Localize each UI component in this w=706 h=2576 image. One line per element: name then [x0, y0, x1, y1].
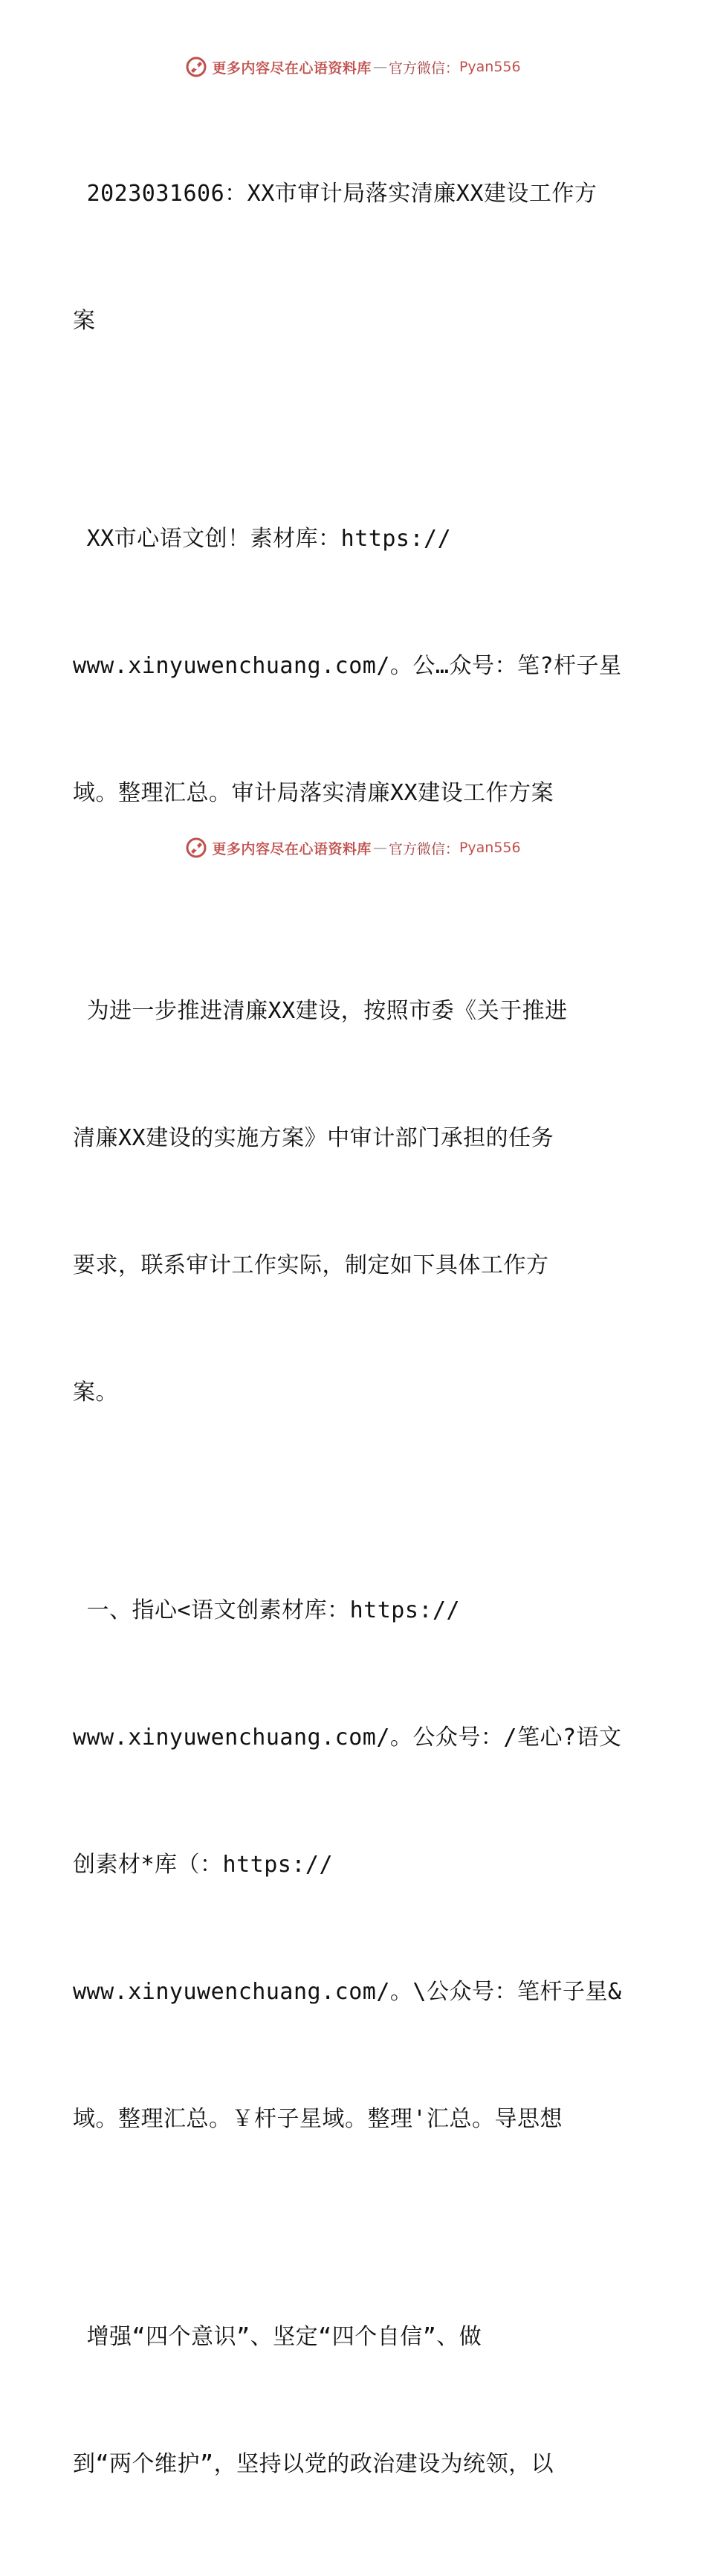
text-line: 域。整理汇总。审计局落实清廉XX建设工作方案 — [73, 780, 554, 806]
watermark-separator: — — [372, 840, 387, 856]
text-line: 案 — [73, 308, 96, 334]
text-line: XX市心语文创！素材库：https:// — [73, 526, 452, 552]
text-line: 域。整理汇总。￥杆子星域。整理'汇总。导思想 — [73, 2106, 563, 2132]
watermark-separator: — — [372, 59, 387, 75]
body-paragraph — [73, 433, 638, 899]
text-line: 到“两个维护”，坚持以党的政治建设为统领，以 — [73, 2451, 554, 2477]
watermark-id: Pyan556 — [459, 840, 521, 856]
text-line: 案。 — [73, 1379, 118, 1405]
text-line: 一、指心<语文创素材库：https:// — [73, 1597, 461, 1623]
text-line: 创素材*库（：https:// — [73, 1852, 334, 1878]
text-line: www.xinyuwenchuang.com/。公众号：/笔心?语文 — [73, 1725, 622, 1751]
watermark-brand: 更多内容尽在心语资料库 — [212, 59, 372, 77]
text-line: www.xinyuwenchuang.com/。\公众号：笔杆子星& — [73, 1979, 622, 2005]
footer-watermark — [0, 833, 706, 863]
text-line: 清廉XX建设的实施方案》中审计部门承担的任务 — [73, 1125, 554, 1151]
header-watermark — [0, 52, 706, 82]
text-line: 要求，联系审计工作实际，制定如下具体工作方 — [73, 1252, 549, 1278]
text-line: 为进一步推进清廉XX建设，按照市委《关于推进 — [73, 998, 568, 1024]
watermark-label: 官方微信： — [388, 840, 459, 857]
brand-logo-icon — [185, 837, 207, 859]
watermark-brand: 更多内容尽在心语资料库 — [212, 840, 372, 857]
body-paragraph — [73, 1504, 638, 2225]
watermark-id: Pyan556 — [459, 59, 521, 75]
watermark-label: 官方微信： — [388, 59, 459, 77]
document-body — [73, 88, 638, 2576]
text-line: 增强“四个意识”、坚定“四个自信”、做 — [73, 2324, 482, 2350]
body-paragraph — [73, 905, 638, 1498]
text-line: www.xinyuwenchuang.com/。公…众号：笔?杆子星 — [73, 653, 622, 679]
text-line: 2023031606：XX市审计局落实清廉XX建设工作方 — [73, 181, 597, 207]
brand-logo-icon — [185, 56, 207, 78]
body-paragraph — [73, 2231, 638, 2570]
title-paragraph — [73, 88, 638, 427]
